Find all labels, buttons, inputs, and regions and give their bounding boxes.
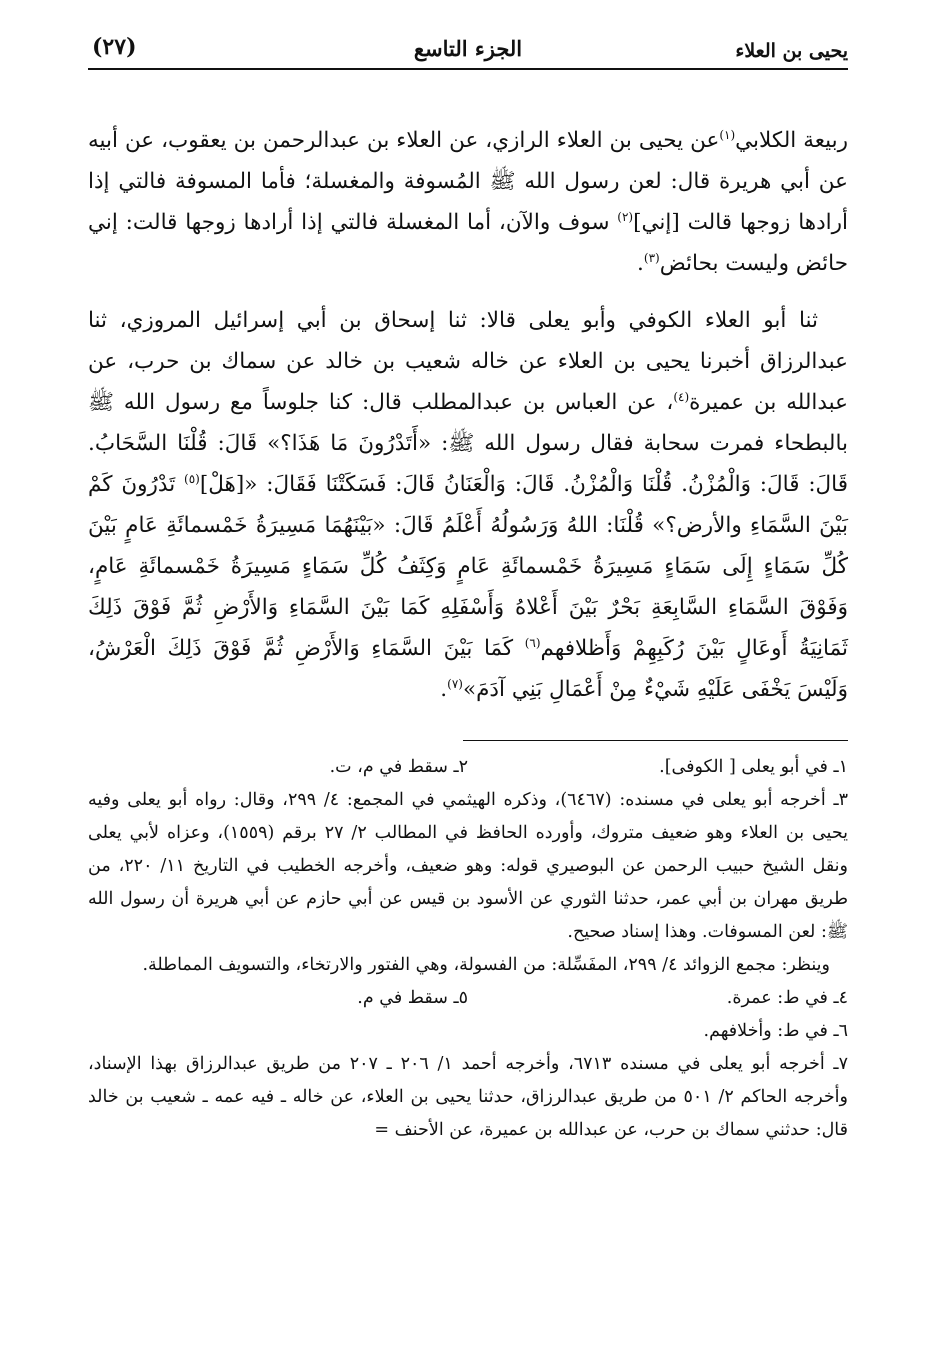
footnote-ref-4: (٤) — [673, 389, 690, 404]
footnote-2: ٢ـ سقط في م، ت. — [329, 757, 468, 777]
footnote-ref-3: (٣) — [643, 250, 660, 265]
footnote-1: ١ـ في أبو يعلى [ الكوفى]. — [659, 757, 848, 777]
paragraph-2 — [88, 300, 848, 710]
text-run: كَمَا بَيْنَ السَّمَاءِ وَالأَرْضِ ثُمَّ فَوْقَ ذَلِكَ الْعَرْشُ، وَلَيْسَ يَخْفَى عَلَيْهِ شَيْءٌ مِنْ أَعْمَالِ بَنِي آدَمَ» — [88, 636, 848, 702]
page-number: (٢٧) — [92, 34, 137, 60]
footnote-ref-1: (١) — [719, 127, 736, 142]
main-text — [88, 120, 848, 710]
text-run: ثنا أبو العلاء الكوفي وأبو يعلى قالا: ثنا إسحاق بن أبي إسرائيل المروزي، ثنا عبدالرزاق أخبرنا يحيى بن العلاء عن خاله شعيب بن خالد عن سماك بن حرب، عن عبدالله بن عميرة — [88, 308, 848, 415]
text-run: . — [440, 677, 448, 702]
footnote-ref-5: (٥) — [184, 471, 200, 486]
footnote-4: ٤ـ في ط: عمرة. — [726, 988, 848, 1008]
page-header — [88, 28, 848, 70]
footnote-ref-7: (٧) — [447, 676, 463, 691]
footnote-ref-2: (٢) — [617, 209, 634, 224]
footnote-6: ٦ـ في ط: وأخلافهم. — [703, 1021, 848, 1041]
book-page — [88, 28, 848, 1147]
footnote-7: ٧ـ أخرجه أبو يعلى في مسنده ٦٧١٣، وأخرجه أحمد ١/ ٢٠٦ ـ ٢٠٧ من طريق عبدالرزاق بهذا الإسناد، وأخرجه الحاكم ٢/ ٥٠١ من طريق عبدالرزاق، حدثنا يحيى بن العلاء، عن خاله ـ فيه عمه ـ شعيب بن خالد قال: حدثني سماك بن حرب، عن عبدالله بن عميرة، عن الأحنف = — [88, 1054, 848, 1140]
text-run: ، عن العباس بن عبدالمطلب قال: كنا جلوساً مع رسول الله ﷺ بالبطحاء فمرت سحابة فقال رسول الله ﷺ: «أَتَدْرُونَ مَا هَذَا؟» قَالَ: قُلْنَا السَّحَابُ. قَالَ: قَالَ: وَالْمُزْنُ. قُلْنَا وَالْمُزْنُ. قَالَ: وَالْعَنَانُ قَالَ: فَسَكَتْنَا فَقَالَ: «[هَلْ] — [88, 390, 849, 497]
footnote-divider — [463, 740, 848, 741]
text-run: ربيعة الكلابي — [735, 128, 848, 153]
text-run: سوف والآن، أما المغسلة فالتي إذا أرادها زوجها قالت: إني حائض وليست بحائض — [88, 210, 848, 276]
volume-title: الجزء التاسع — [413, 36, 523, 61]
text-run: تَدْرُونَ كَمْ بَيْنَ السَّمَاءِ والأرض؟» قُلْنَا: اللهُ وَرَسُولُهُ أَعْلَمُ قَالَ: «بَيْنَهُمَا مَسِيرَةُ خَمْسمائَةِ عَامٍ بَيْنَ كُلِّ سَمَاءٍ إِلَى سَمَاءٍ مَسِيرَةُ خَمْسمائَةِ عَامٍ وَكِثَفُ كُلِّ سَمَاءٍ مَسِيرَةُ خَمْسمائَةِ عَامٍ، وَفَوْقَ السَّمَاءِ السَّابِعَةِ بَحْرٌ بَيْنَ أَعْلاهُ وَأَسْفَلِهِ كَمَا بَيْنَ السَّمَاءِ وَالأَرْضِ ثُمَّ فَوْقَ ذَلِكَ ثَمَانِيَةُ أَوعَالٍ بَيْنَ رُكَبِهِمْ وَأَظلافهم — [88, 472, 848, 661]
running-head: يحيى بن العلاء — [735, 40, 848, 62]
text-run: . — [637, 251, 644, 276]
footnote-3: ٣ـ أخرجه أبو يعلى في مسنده: (٦٤٦٧)، وذكره الهيثمي في المجمع: ٤/ ٢٩٩، وقال: رواه أبو يعلى وفيه يحيى بن العلاء وهو ضعيف متروك، وأورده الحافظ في المطالب ٢/ ٢٧ برقم (١٥٥٩)، وعزاه لأبي يعلى ونقل الشيخ حبيب الرحمن عن البوصيري قوله: وهو ضعيف، وأخرجه الخطيب في التاريخ ١١/ ٢٢٠، من طريق مهران بن أبي عمر، حدثنا الثوري عن الأسود بن قيس عن أبي حازم عن أبي هريرة أن رسول الله ﷺ: لعن المسوفات. وهذا إسناد صحيح. — [88, 790, 849, 942]
footnote-3-continued: وينظر: مجمع الزوائد ٤/ ٢٩٩، المفَسِّلة: من الفسولة، وهي الفتور والارتخاء، والتسويف المماطلة. — [142, 955, 830, 975]
footnote-row — [88, 751, 848, 784]
paragraph-1 — [88, 120, 848, 284]
footnotes — [88, 751, 848, 1147]
footnote-ref-6: (٦) — [524, 635, 541, 650]
footnote-row — [88, 982, 848, 1015]
footnote-5: ٥ـ سقط في م. — [357, 988, 468, 1008]
text-run: عن يحيى بن العلاء الرازي، عن العلاء بن عبدالرحمن بن يعقوب، عن أبيه عن أبي هريرة قال: لعن رسول الله ﷺ المُسوفة والمغسلة؛ فأما المسوفة فالتي إذا أرادها زوجها قالت [إني] — [88, 128, 848, 235]
